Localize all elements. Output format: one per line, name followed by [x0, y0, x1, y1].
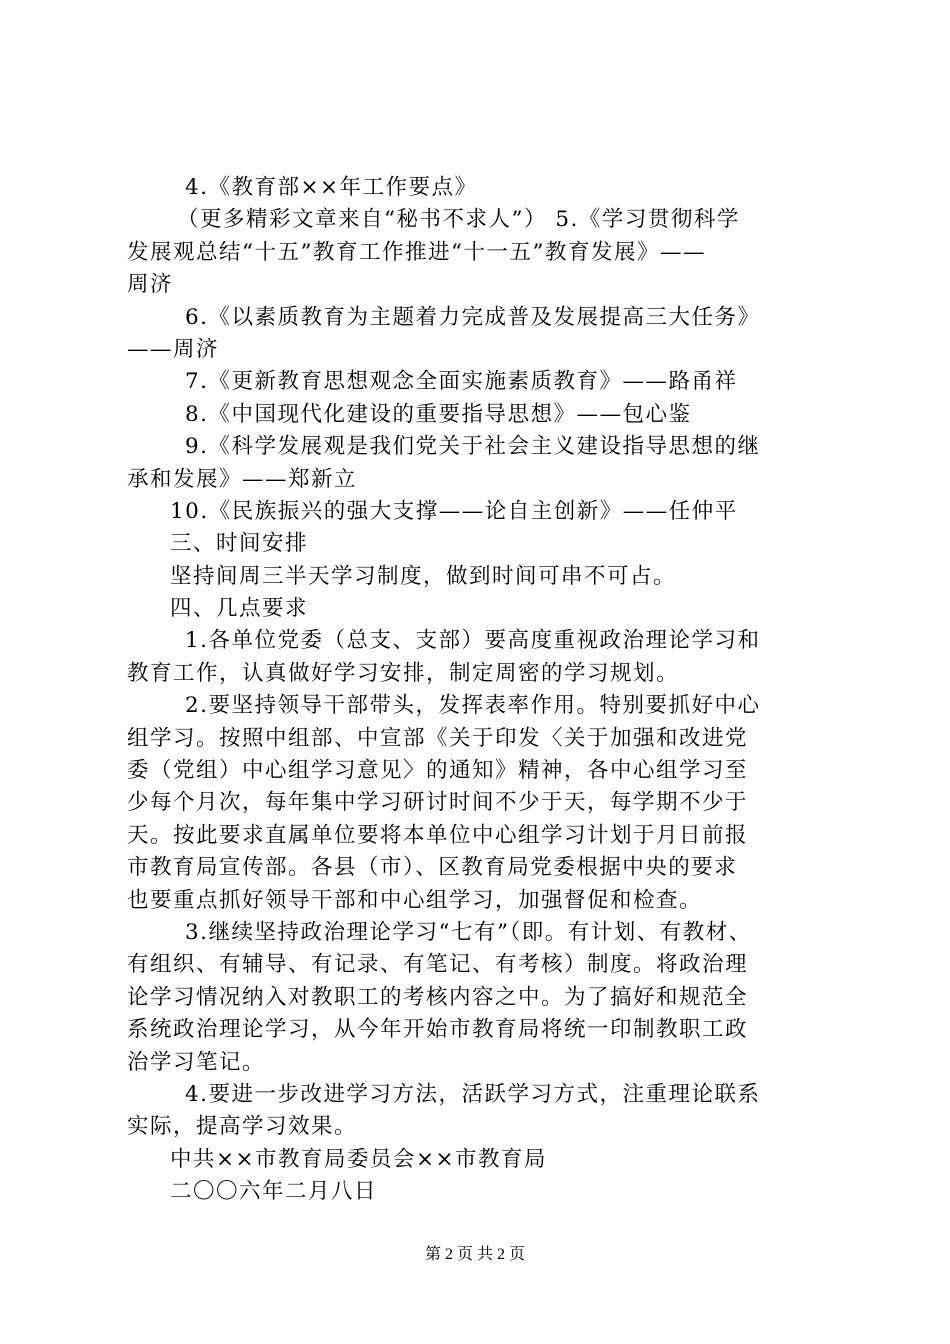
- text-line: 治学习笔记。: [127, 1049, 266, 1075]
- text-line: 4.要进一步改进学习方法，活跃学习方式，注重理论联系: [185, 1081, 761, 1107]
- text-line: ——周济: [127, 336, 220, 362]
- text-line: 论学习情况纳入对教职工的考核内容之中。为了搞好和规范全: [127, 984, 749, 1010]
- text-line: 系统政治理论学习，从今年开始市教育局将统一印制教职工政: [127, 1017, 749, 1043]
- document-body: [127, 172, 833, 1209]
- text-line: （更多精彩文章来自“秘书不求人”） 5.《学习贯彻科学: [177, 207, 740, 233]
- text-line: 发展观总结“十五”教育工作推进“十一五”教育发展》——: [127, 239, 706, 265]
- text-line: 10.《民族振兴的强大支撑——论自主创新》——任仲平: [170, 498, 738, 524]
- text-line: 少每个月次，每年集中学习研讨时间不少于天，每学期不少于: [127, 790, 749, 816]
- text-line: 有组织、有辅导、有记录、有笔记、有考核）制度。将政治理: [127, 952, 749, 978]
- text-line: 8.《中国现代化建设的重要指导思想》——包心鉴: [185, 401, 692, 427]
- text-line: 坚持间周三半天学习制度，做到时间可串不可占。: [170, 563, 677, 589]
- text-line: 三、时间安排: [170, 531, 309, 557]
- text-line: 委（党组）中心组学习意见〉的通知》精神，各中心组学习至: [127, 758, 749, 784]
- text-line: 4.《教育部××年工作要点》: [185, 175, 478, 200]
- text-line: 天。按此要求直属单位要将本单位中心组学习计划于月日前报: [127, 822, 749, 848]
- text-line: 2.要坚持领导干部带头，发挥表率作用。特别要抓好中心: [185, 693, 761, 719]
- text-line: 教育工作，认真做好学习安排，制定周密的学习规划。: [127, 660, 680, 686]
- text-line: 中共××市教育局委员会××市教育局: [170, 1146, 548, 1172]
- text-line: 市教育局宣传部。各县（市）、区教育局党委根据中央的要求: [127, 855, 738, 881]
- text-line: 1.各单位党委（总支、支部）要高度重视政治理论学习和: [185, 628, 761, 654]
- text-line: 也要重点抓好领导干部和中心组学习，加强督促和检查。: [127, 887, 703, 913]
- text-line: 二〇〇六年二月八日: [170, 1179, 378, 1205]
- text-line: 6.《以素质教育为主题着力完成普及发展提高三大任务》: [185, 304, 761, 330]
- text-line: 四、几点要求: [170, 596, 309, 622]
- text-line: 周济: [127, 272, 174, 298]
- text-line: 实际，提高学习效果。: [127, 1114, 358, 1140]
- text-line: 3.继续坚持政治理论学习“七有”（即。有计划、有教材、: [185, 919, 752, 945]
- text-line: 7.《更新教育思想观念全面实施素质教育》——路甬祥: [185, 369, 738, 395]
- page-footer: 第 2 页 共 2 页: [424, 1246, 525, 1263]
- text-line: 9.《科学发展观是我们党关于社会主义建设指导思想的继: [185, 434, 761, 460]
- text-line: 承和发展》——郑新立: [127, 466, 358, 492]
- text-line: 组学习。按照中组部、中宣部《关于印发〈关于加强和改进党: [127, 725, 749, 751]
